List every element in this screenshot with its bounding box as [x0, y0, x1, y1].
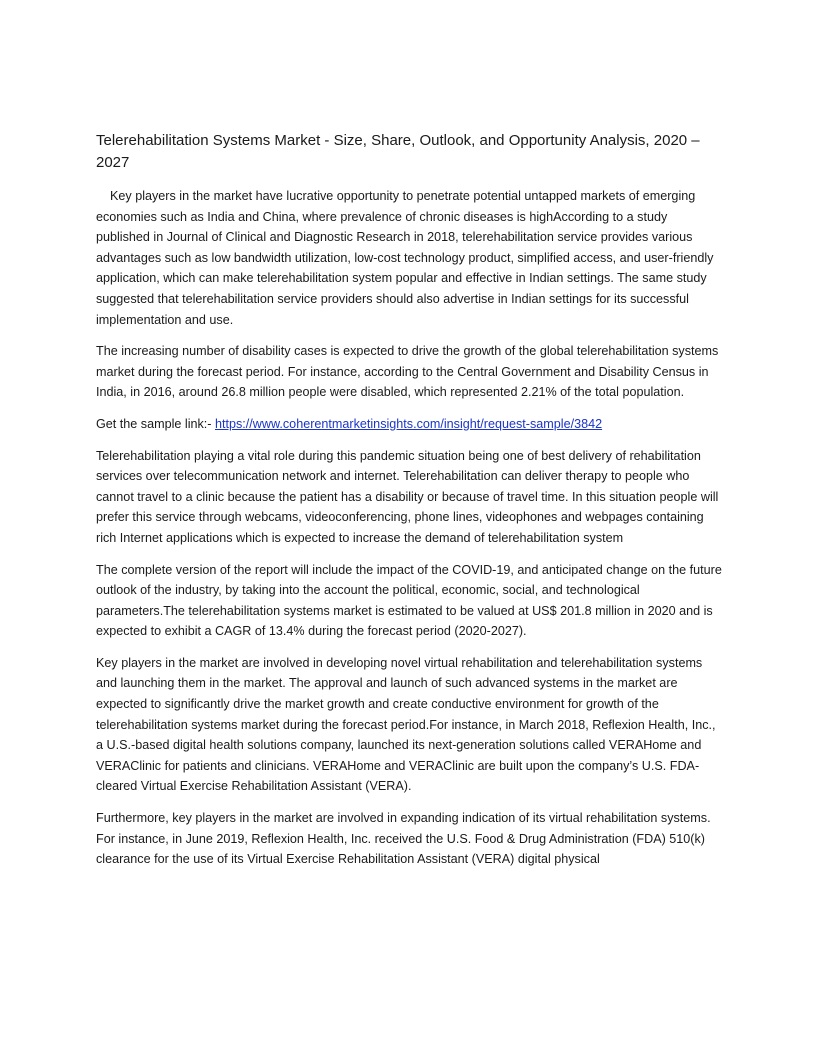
- paragraph-untapped-markets: Key players in the market have lucrative opportunity to penetrate potential untapped markets of emerging economies such as India and China, where prevalence of chronic diseases is highAccording to a study published in Journal of Clinical and Diagnostic Research in 2018, telerehabilitation service provides various advantages such as low bandwidth utilization, low-cost technology product, simplified access, and user-friendly application, which can make telerehabilitation system popular and effective in Indian settings. The same study suggested that telerehabilitation service providers should also advertise in Indian settings for its successful implementation and use.: [96, 189, 714, 327]
- sample-link-line: [96, 414, 722, 435]
- paragraph-fda-clearance: Furthermore, key players in the market are involved in expanding indication of its virtual rehabilitation systems. For instance, in June 2019, Reflexion Health, Inc. received the U.S. Food & Drug Administration (FDA) 510(k) clearance for the use of its Virtual Exercise Rehabilitation Assistant (VERA) digital physical: [96, 811, 711, 867]
- paragraph-covid-impact: The complete version of the report will include the impact of the COVID-19, and anticipated change on the future outlook of the industry, by taking into the account the political, economic, social, and technological parameters.The telerehabilitation systems market is estimated to be valued at US$ 201.8 million in 2020 and is expected to exhibit a CAGR of 13.4% during the forecast period (2020-2027).: [96, 562, 722, 639]
- sample-request-link[interactable]: https://www.coherentmarketinsights.com/insight/request-sample/3842: [215, 416, 603, 431]
- document-page: [96, 130, 722, 881]
- document-title: Telerehabilitation Systems Market - Size, Share, Outlook, and Opportunity Analysis, 2020 – 2027: [96, 132, 700, 171]
- sample-link-label: Get the sample link:-: [96, 416, 215, 431]
- paragraph-pandemic-role: Telerehabilitation playing a vital role during this pandemic situation being one of best delivery of rehabilitation services over telecommunication network and internet. Telerehabilitation can deliver therapy to people who cannot travel to a clinic because the patient has a disability or because of travel time. In this situation people will prefer this service through webcams, videoconferencing, phone lines, videophones and webpages containing rich Internet applications which is expected to increase the demand of telerehabilitation system: [96, 448, 719, 545]
- paragraph-disability-cases: The increasing number of disability cases is expected to drive the growth of the global telerehabilitation systems market during the forecast period. For instance, according to the Central Government and Disability Census in India, in 2016, around 26.8 million people were disabled, which represented 2.21% of the total population.: [96, 344, 719, 400]
- paragraph-product-launches: Key players in the market are involved in developing novel virtual rehabilitation and telerehabilitation systems and launching them in the market. The approval and launch of such advanced systems in the market are expected to significantly drive the market growth and create conductive environment for growth of the telerehabilitation systems market during the forecast period.For instance, in March 2018, Reflexion Health, Inc., a U.S.-based digital health solutions company, launched its next-generation solutions called VERAHome and VERAClinic for patients and clinicians. VERAHome and VERAClinic are built upon the company’s U.S. FDA-cleared Virtual Exercise Rehabilitation Assistant (VERA).: [96, 655, 716, 794]
